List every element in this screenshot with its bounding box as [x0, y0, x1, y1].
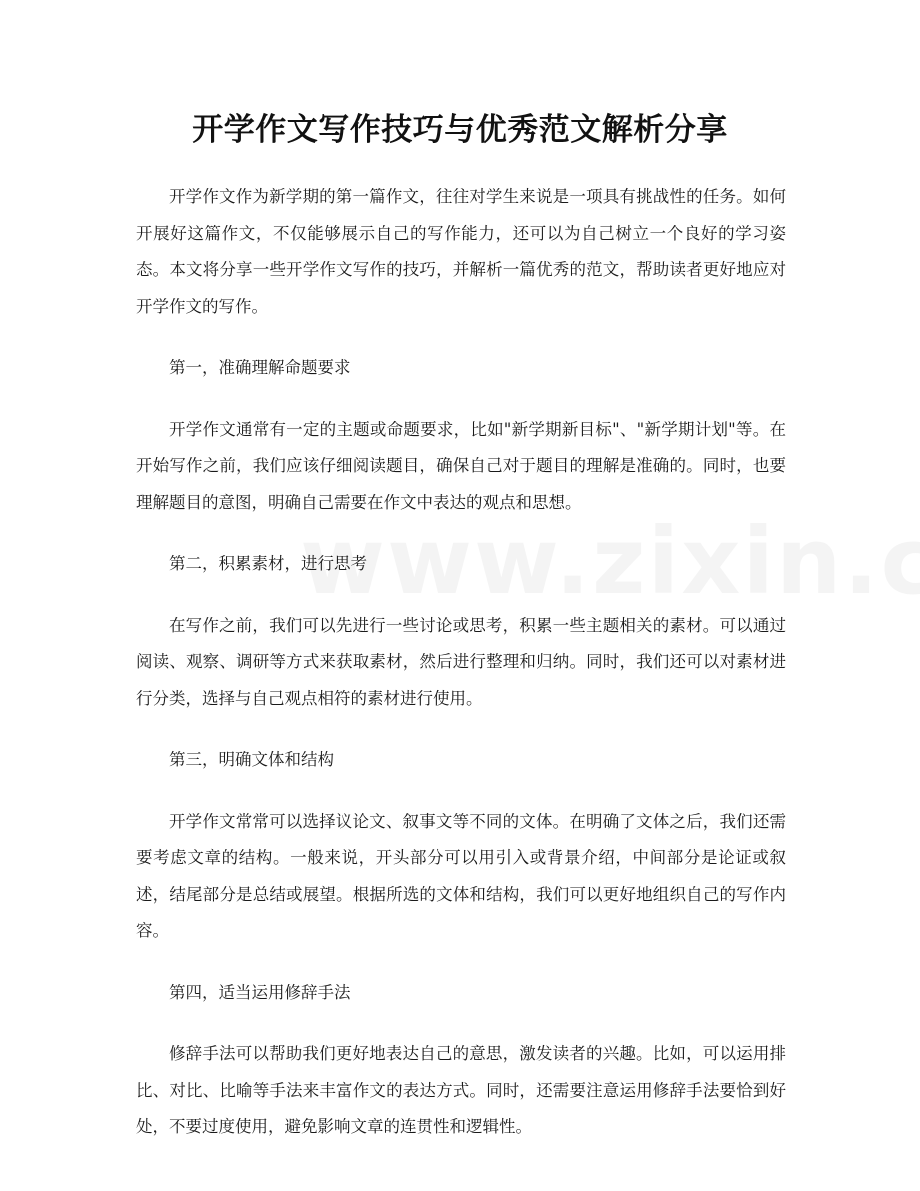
document-body [136, 179, 786, 1171]
section-heading: 第一，准确理解命题要求 [169, 358, 351, 377]
intro-paragraph: 开学作文作为新学期的第一篇作文，往往对学生来说是一项具有挑战性的任务。如何开展好这篇作文，不仅能够展示自己的写作能力，还可以为自己树立一个良好的学习姿态。本文将分享一些开学作文写作的技巧，并解析一篇优秀的范文，帮助读者更好地应对开学作文的写作。 [136, 187, 786, 316]
document-title: 开学作文写作技巧与优秀范文解析分享 [192, 112, 728, 148]
body-paragraph: 开学作文通常有一定的主题或命题要求，比如"新学期新目标"、"新学期计划"等。在开始写作之前，我们应该仔细阅读题目，确保自己对于题目的理解是准确的。同时，也要理解题目的意图，明确自己需要在作文中表达的观点和思想。 [136, 419, 786, 512]
section-heading: 第三，明确文体和结构 [169, 750, 334, 769]
body-paragraph: 修辞手法可以帮助我们更好地表达自己的意思，激发读者的兴趣。比如，可以运用排比、对比、比喻等手法来丰富作文的表达方式。同时，还需要注意运用修辞手法要恰到好处，不要过度使用，避免影响文章的连贯性和逻辑性。 [136, 1044, 786, 1136]
body-paragraph: 开学作文常常可以选择议论文、叙事文等不同的文体。在明确了文体之后，我们还需要考虑文章的结构。一般来说，开头部分可以用引入或背景介绍，中间部分是论证或叙述，结尾部分是总结或展望。根据所选的文体和结构，我们可以更好地组织自己的写作内容。 [136, 811, 786, 940]
section-heading: 第二，积累素材，进行思考 [169, 554, 367, 573]
section-heading: 第四，适当运用修辞手法 [169, 982, 351, 1002]
body-paragraph: 在写作之前，我们可以先进行一些讨论或思考，积累一些主题相关的素材。可以通过阅读、观察、调研等方式来获取素材，然后进行整理和归纳。同时，我们还可以对素材进行分类，选择与自己观点相符的素材进行使用。 [136, 615, 786, 708]
